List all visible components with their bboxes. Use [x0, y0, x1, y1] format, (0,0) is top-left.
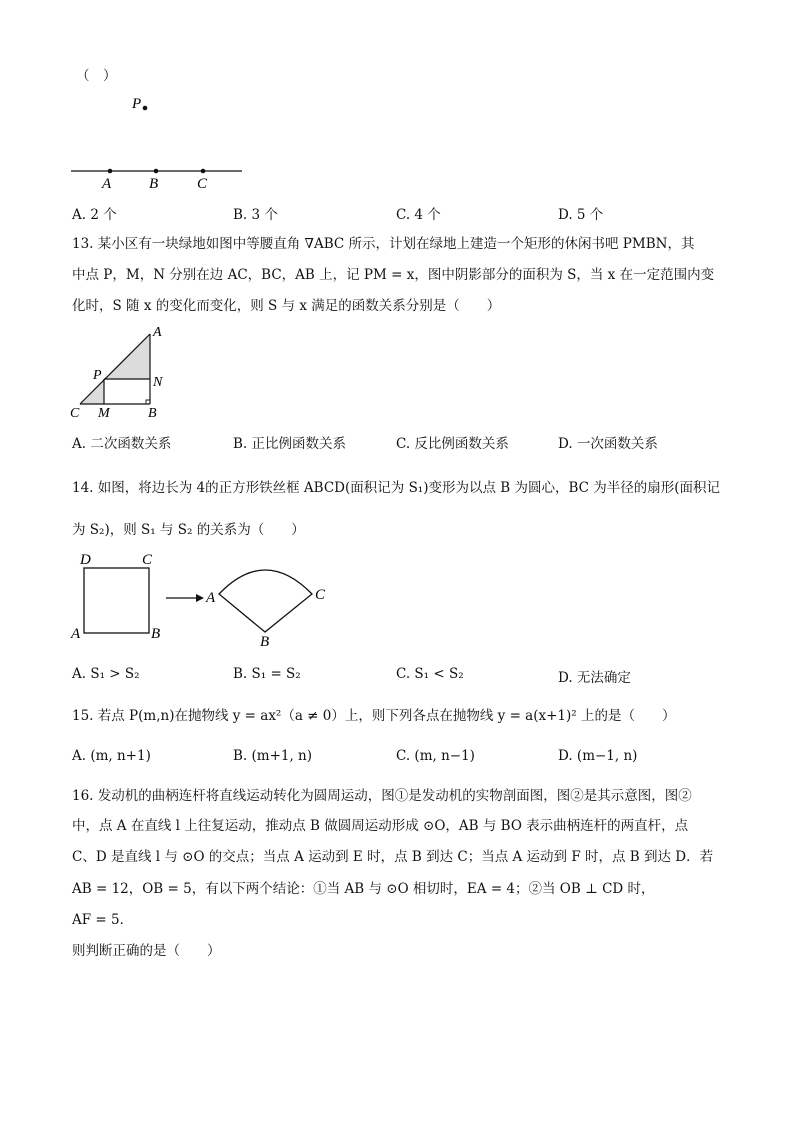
q14-square-label-d: D [80, 552, 91, 568]
q14-option-c[interactable]: C. S₁ < S₂ [396, 666, 464, 682]
q13-option-d[interactable]: D. 一次函数关系 [558, 436, 658, 452]
q14-arrow-head [196, 594, 204, 602]
q13-stem-line-3: 化时，S 随 x 的变化而变化，则 S 与 x 满足的函数关系分别是（ ） [72, 298, 501, 314]
q15-option-b[interactable]: B. (m+1, n) [233, 748, 313, 764]
q14-sector-label-b: B [260, 634, 270, 650]
q16-stem-line-1: 16. 发动机的曲柄连杆将直线运动转化为圆周运动，图①是发动机的实物剖面图，图②是其示意图，图② [72, 788, 692, 804]
q14-square-label-a: A [71, 626, 81, 642]
q13-stem-line-2: 中点 P，M，N 分别在边 AC，BC，AB 上，记 PM = x，图中阴影部分的面积为 S，当 x 在一定范围内变 [72, 267, 715, 283]
q14-option-d[interactable]: D. 无法确定 [558, 670, 631, 686]
q13-label-c: C [70, 406, 80, 421]
q15-option-c[interactable]: C. (m, n−1) [396, 748, 475, 764]
q12-point-p [143, 106, 148, 111]
q14-square-label-b: B [151, 626, 161, 642]
q12-option-c[interactable]: C. 4 个 [396, 207, 441, 223]
q12-label-c: C [197, 176, 208, 192]
q12-option-b[interactable]: B. 3 个 [233, 207, 278, 223]
q12-option-d[interactable]: D. 5 个 [558, 207, 604, 223]
q13-label-a: A [153, 325, 162, 340]
q14-stem-line-1: 14. 如图，将边长为 4的正方形铁丝框 ABCD(面积记为 S₁)变形为以点 B 为圆心，BC 为半径的扇形(面积记 [72, 480, 721, 496]
q12-label-a: A [102, 176, 112, 192]
q12-figure [60, 88, 260, 194]
q12-point-a [108, 169, 113, 174]
q13-right-angle-mark [146, 400, 150, 404]
q14-sector [219, 570, 312, 632]
q13-label-p: P [93, 368, 102, 383]
q14-option-b[interactable]: B. S₁ = S₂ [233, 666, 301, 682]
q13-stem-line-1: 13. 某小区有一块绿地如图中等腰直角 ∇ABC 所示，计划在绿地上建造一个矩形的休闲书吧 PMBN，其 [72, 236, 695, 252]
q12-option-a[interactable]: A. 2 个 [72, 207, 117, 223]
q13-shade-top [104, 333, 150, 379]
q16-stem-line-2: 中，点 A 在直线 l 上往复运动，推动点 B 做圆周运动形成 ⊙O，AB 与 BO 表示曲柄连杆的两直杆，点 [72, 818, 689, 834]
q14-square-abcd [84, 568, 149, 633]
q13-label-b: B [148, 406, 157, 421]
q15-option-d[interactable]: D. (m−1, n) [558, 748, 638, 764]
q15-stem: 15. 若点 P(m,n)在抛物线 y = ax²（a ≠ 0）上，则下列各点在抛物线 y = a(x+1)² 上的是（ ） [72, 708, 676, 724]
q14-square-label-c: C [142, 552, 153, 568]
q14-sector-label-c: C [315, 587, 326, 603]
q16-question-prompt: 则判断正确的是（ ） [72, 943, 221, 959]
q15-option-a[interactable]: A. (m, n+1) [72, 748, 151, 764]
q14-option-a[interactable]: A. S₁ > S₂ [72, 666, 140, 682]
q13-option-c[interactable]: C. 反比例函数关系 [396, 436, 509, 452]
q14-figure [66, 548, 346, 650]
q16-stem-line-3: C、D 是直线 l 与 ⊙O 的交点；当点 A 运动到 E 时，点 B 到达 C；当点 A 运动到 F 时，点 B 到达 D．若 [72, 849, 714, 865]
q13-figure [62, 322, 180, 422]
q13-label-n: N [153, 375, 163, 390]
q14-stem-line-2: 为 S₂)，则 S₁ 与 S₂ 的关系为（ ） [72, 522, 305, 538]
q12-point-b [154, 169, 159, 174]
q13-option-a[interactable]: A. 二次函数关系 [72, 436, 172, 452]
q12-label-b: B [149, 176, 159, 192]
q12-point-p-label: P [132, 96, 142, 112]
q13-option-b[interactable]: B. 正比例函数关系 [233, 436, 347, 452]
q14-sector-label-a: A [206, 590, 216, 606]
q13-label-m: M [98, 406, 110, 421]
q12-answer-bracket: （ ） [76, 68, 117, 84]
q16-stem-line-4: AB = 12，OB = 5，有以下两个结论：①当 AB 与 ⊙O 相切时，EA = 4；②当 OB ⊥ CD 时， [72, 881, 655, 897]
q12-point-c [201, 169, 206, 174]
q16-stem-line-5: AF = 5． [72, 912, 134, 928]
